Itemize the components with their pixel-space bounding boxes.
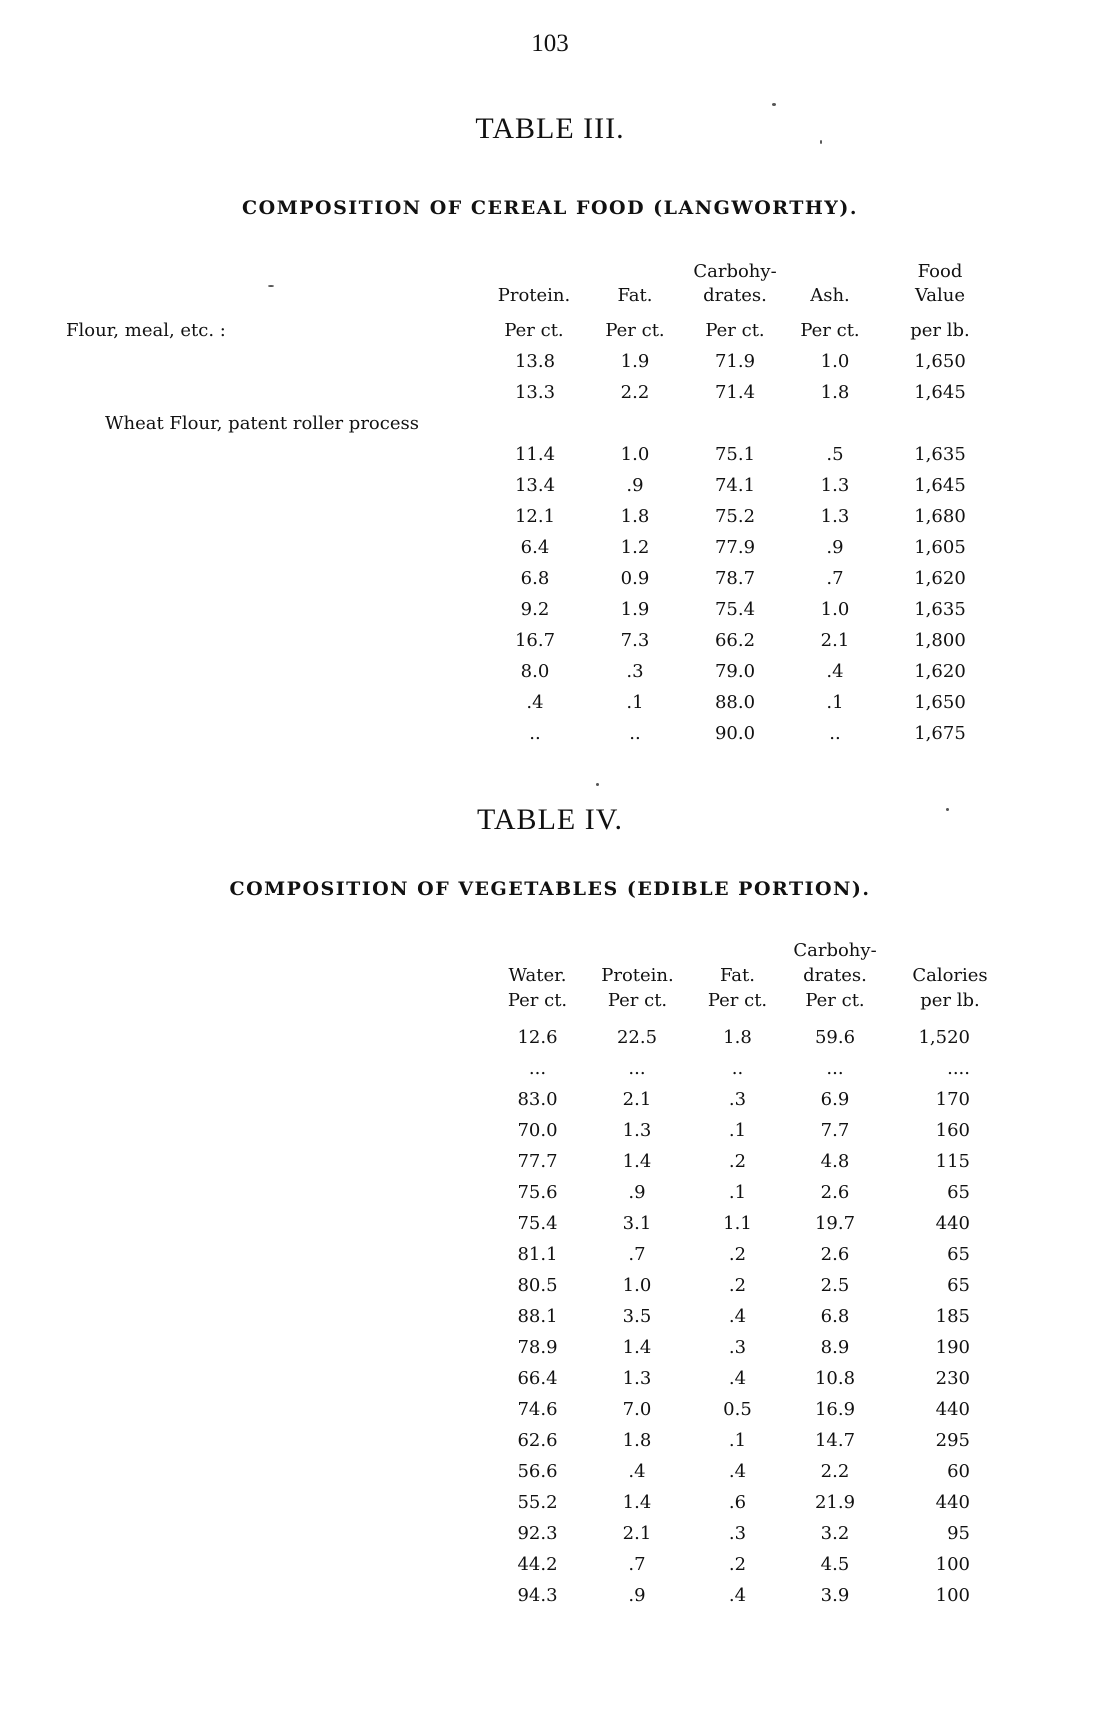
protein-cell: 8.0 [520,661,550,682]
water-cell: 81.1 [517,1244,558,1265]
water-cell: 62.6 [517,1430,558,1451]
calories-cell: 65 [947,1244,970,1265]
table-row [0,1426,1100,1456]
protein-cell: 3.1 [622,1213,652,1234]
carbohydrates-cell: 6.8 [820,1306,850,1327]
fat-cell: 0.9 [620,568,650,589]
carbohydrates-cell: 75.4 [714,599,756,620]
protein-cell: ... [628,1058,646,1079]
table-row [0,1302,1100,1332]
protein-cell: 1.3 [622,1368,652,1389]
water-cell: 75.6 [517,1182,558,1203]
ash-cell: 1.3 [820,506,850,527]
calories-header-line2: per lb. [920,990,980,1011]
fat-cell: .6 [728,1492,747,1513]
fat-cell: .4 [728,1461,747,1482]
ash-cell: .. [829,723,841,744]
table-row [0,1333,1100,1363]
ash-cell: .1 [826,692,844,713]
ash-cell: .5 [826,444,844,465]
table-iii-title: TABLE III. [475,112,625,145]
water-cell: 78.9 [517,1337,558,1358]
fat-cell: .2 [728,1275,747,1296]
food-value-header-line2: Value [914,285,966,306]
fat-cell: .3 [728,1089,747,1110]
water-header-line2: Per ct. [507,990,568,1011]
table-iii-units-row [0,316,1100,346]
fat-cell: .2 [728,1554,747,1575]
water-cell: 92.3 [517,1523,558,1544]
fat-cell: 1.1 [723,1213,752,1234]
calories-cell: 440 [935,1492,970,1513]
food-value-header-line1: Food [917,261,963,282]
carbohydrates-cell: 88.0 [714,692,756,713]
food-value-cell: 1,675 [914,723,966,744]
table-row [0,564,1100,594]
protein-cell: 7.0 [622,1399,652,1420]
row-label: Wheat Flour, patent roller process [105,413,419,434]
table-row [0,471,1100,501]
calories-cell: 115 [935,1151,970,1172]
table-row [0,626,1100,656]
calories-cell: 190 [935,1337,970,1358]
fat-cell: .1 [728,1430,747,1451]
protein-cell: 13.8 [514,351,556,372]
table-row [0,688,1100,718]
unit-protein: Per ct. [504,320,564,341]
carbohydrates-cell: 59.6 [814,1027,856,1048]
protein-cell: 11.4 [514,444,556,465]
water-cell: 70.0 [517,1120,558,1141]
carbohydrates-cell: 2.5 [820,1275,850,1296]
fat-cell: .3 [728,1337,747,1358]
protein-cell: 13.3 [514,382,556,403]
water-cell: 74.6 [517,1399,558,1420]
fat-cell: 0.5 [723,1399,752,1420]
table-row [0,502,1100,532]
calories-cell: 1,520 [918,1027,970,1048]
carbohydrates-cell: 78.7 [714,568,756,589]
food-value-cell: 1,645 [914,382,966,403]
carbohydrates-cell: 19.7 [814,1213,856,1234]
table-row [0,533,1100,563]
calories-cell: 160 [935,1120,970,1141]
carbohydrates-cell: 2.2 [820,1461,850,1482]
protein-cell: 13.4 [514,475,556,496]
unit-carbohydrates: Per ct. [705,320,765,341]
page-number: 103 [531,30,569,57]
food-value-cell: 1,635 [914,444,966,465]
carbohydrates-cell: 4.8 [820,1151,850,1172]
food-value-cell: 1,605 [914,537,966,558]
ash-cell: .4 [826,661,844,682]
ash-header: Ash. [810,285,850,306]
table-row [0,1364,1100,1394]
table-row [0,1488,1100,1518]
table-row [0,1209,1100,1239]
protein-cell: 1.4 [622,1151,652,1172]
protein-cell: 1.0 [622,1275,652,1296]
calories-cell: 230 [935,1368,970,1389]
water-cell: 75.4 [517,1213,558,1234]
calories-cell: 185 [935,1306,970,1327]
carbohydrates-header-line1: Carbohy- [693,261,777,282]
carbohydrates-cell: 10.8 [814,1368,856,1389]
scan-speck [268,285,274,287]
calories-header-line1: Calories [912,965,988,986]
carbohydrates-header-line1: Carbohy- [793,940,877,961]
carbohydrates-cell: 3.2 [820,1523,850,1544]
water-cell: 66.4 [517,1368,558,1389]
unit-ash: Per ct. [800,320,860,341]
fat-cell: 1.0 [620,444,650,465]
water-header-line1: Water. [508,965,567,986]
carbohydrates-cell: 4.5 [820,1554,850,1575]
table-row [0,1395,1100,1425]
protein-cell: 2.1 [622,1089,652,1110]
fat-cell: .3 [626,661,644,682]
protein-cell: .9 [628,1585,646,1606]
fat-cell: 1.8 [620,506,650,527]
water-cell: 12.6 [517,1027,558,1048]
table-row [0,378,1100,408]
fat-cell: .4 [728,1368,747,1389]
fat-cell: .1 [728,1120,747,1141]
unit-fat: Per ct. [605,320,665,341]
food-value-cell: 1,635 [914,599,966,620]
protein-cell: 16.7 [514,630,556,651]
carbohydrates-cell: 66.2 [714,630,756,651]
table-row [0,440,1100,470]
table-iv-title: TABLE IV. [476,803,624,836]
carbohydrates-cell: 21.9 [814,1492,856,1513]
calories-cell: 60 [947,1461,970,1482]
food-value-cell: 1,650 [914,692,966,713]
food-value-cell: 1,680 [914,506,966,527]
protein-cell: 1.4 [622,1492,652,1513]
table-row [0,719,1100,749]
carbohydrates-header-line2: drates. [803,965,867,986]
table-row [0,595,1100,625]
fat-header-line1: Fat. [720,965,755,986]
water-cell: 56.6 [517,1461,558,1482]
fat-cell: .4 [728,1585,747,1606]
ash-cell: .9 [826,537,844,558]
carbohydrates-cell: 16.9 [814,1399,856,1420]
table-row [0,1240,1100,1270]
table-row [0,1023,1100,1053]
protein-cell: 9.2 [520,599,550,620]
protein-header-line2: Per ct. [607,990,668,1011]
table-row [0,1519,1100,1549]
protein-cell: .4 [628,1461,646,1482]
fat-cell: 1.9 [620,351,650,372]
food-value-cell: 1,645 [914,475,966,496]
carbohydrates-cell: 74.1 [714,475,756,496]
table-iv-subtitle: COMPOSITION OF VEGETABLES (EDIBLE PORTION). [229,878,871,900]
protein-cell: 1.3 [622,1120,652,1141]
table-row [0,1054,1100,1084]
protein-cell: .7 [628,1244,646,1265]
fat-cell: .. [731,1058,744,1079]
carbohydrates-cell: ... [826,1058,844,1079]
water-cell: 88.1 [517,1306,558,1327]
protein-cell: 2.1 [622,1523,652,1544]
fat-cell: 1.8 [723,1027,752,1048]
protein-cell: 6.4 [520,537,550,558]
carbohydrates-cell: 2.6 [820,1182,850,1203]
protein-header: Protein. [497,285,571,306]
ash-cell: 1.8 [820,382,850,403]
carbohydrates-cell: 79.0 [714,661,756,682]
table-row [0,1147,1100,1177]
water-cell: 94.3 [517,1585,558,1606]
water-cell: 83.0 [517,1089,558,1110]
protein-header-line1: Protein. [601,965,674,986]
fat-cell: .1 [626,692,644,713]
protein-cell: 3.5 [622,1306,652,1327]
fat-cell: .2 [728,1151,747,1172]
carbohydrates-cell: 75.2 [714,506,756,527]
calories-cell: 65 [947,1275,970,1296]
protein-cell: 12.1 [514,506,556,527]
carbohydrates-cell: 71.4 [714,382,756,403]
ash-cell: 1.0 [820,599,850,620]
ash-cell: 1.3 [820,475,850,496]
fat-cell: .1 [728,1182,747,1203]
scan-speck [946,808,949,811]
carbohydrates-header-line3: Per ct. [805,990,865,1011]
carbohydrates-cell: 71.9 [714,351,756,372]
table-row [0,1457,1100,1487]
calories-cell: 100 [935,1585,970,1606]
fat-cell: 1.2 [620,537,650,558]
calories-cell: 100 [935,1554,970,1575]
protein-cell: .9 [628,1182,646,1203]
food-value-cell: 1,620 [914,568,966,589]
protein-cell: .7 [628,1554,646,1575]
ash-cell: .7 [826,568,844,589]
protein-cell: 1.8 [622,1430,652,1451]
table-row [0,1116,1100,1146]
carbohydrates-cell: 2.6 [820,1244,850,1265]
calories-cell: .... [947,1058,970,1079]
calories-cell: 170 [935,1089,970,1110]
water-cell: ... [528,1058,547,1079]
table-row [0,1271,1100,1301]
water-cell: 55.2 [517,1492,558,1513]
carbohydrates-cell: 90.0 [714,723,756,744]
table-row [0,657,1100,687]
food-value-cell: 1,650 [914,351,966,372]
carbohydrates-cell: 8.9 [820,1337,850,1358]
water-cell: 77.7 [517,1151,558,1172]
fat-header: Fat. [617,285,653,306]
protein-cell: .. [529,723,541,744]
fat-cell: .. [629,723,641,744]
carbohydrates-cell: 14.7 [814,1430,856,1451]
table-row [0,1581,1100,1611]
calories-cell: 65 [947,1182,970,1203]
calories-cell: 95 [947,1523,970,1544]
fat-cell: 7.3 [620,630,650,651]
carbohydrates-cell: 77.9 [714,537,756,558]
ash-cell: 1.0 [820,351,850,372]
table-row [0,1550,1100,1580]
protein-cell: .4 [526,692,544,713]
table-row [0,1085,1100,1115]
calories-cell: 295 [935,1430,970,1451]
table-row [0,347,1100,377]
scan-speck [596,783,599,786]
carbohydrates-cell: 3.9 [820,1585,850,1606]
food-value-cell: 1,620 [914,661,966,682]
protein-cell: 6.8 [520,568,550,589]
calories-cell: 440 [935,1213,970,1234]
fat-cell: .2 [728,1244,747,1265]
scan-speck [772,103,776,106]
carbohydrates-header-line2: drates. [703,285,767,306]
water-cell: 80.5 [517,1275,558,1296]
carbohydrates-cell: 75.1 [714,444,756,465]
scan-speck [820,140,822,144]
fat-cell: .4 [728,1306,747,1327]
table-iii-subtitle: COMPOSITION OF CEREAL FOOD (LANGWORTHY). [242,197,858,219]
protein-cell: 22.5 [616,1027,658,1048]
fat-cell: .3 [728,1523,747,1544]
fat-cell: 1.9 [620,599,650,620]
ash-cell: 2.1 [820,630,850,651]
food-value-cell: 1,800 [914,630,966,651]
calories-cell: 440 [935,1399,970,1420]
unit-food-value: per lb. [910,320,970,341]
fat-header-line2: Per ct. [707,990,768,1011]
carbohydrates-cell: 7.7 [820,1120,850,1141]
water-cell: 44.2 [517,1554,558,1575]
table-row [0,409,1100,439]
carbohydrates-cell: 6.9 [820,1089,850,1110]
fat-cell: 2.2 [620,382,650,403]
fat-cell: .9 [626,475,644,496]
table-row [0,1178,1100,1208]
group-label: Flour, meal, etc. : [66,320,226,341]
protein-cell: 1.4 [622,1337,652,1358]
